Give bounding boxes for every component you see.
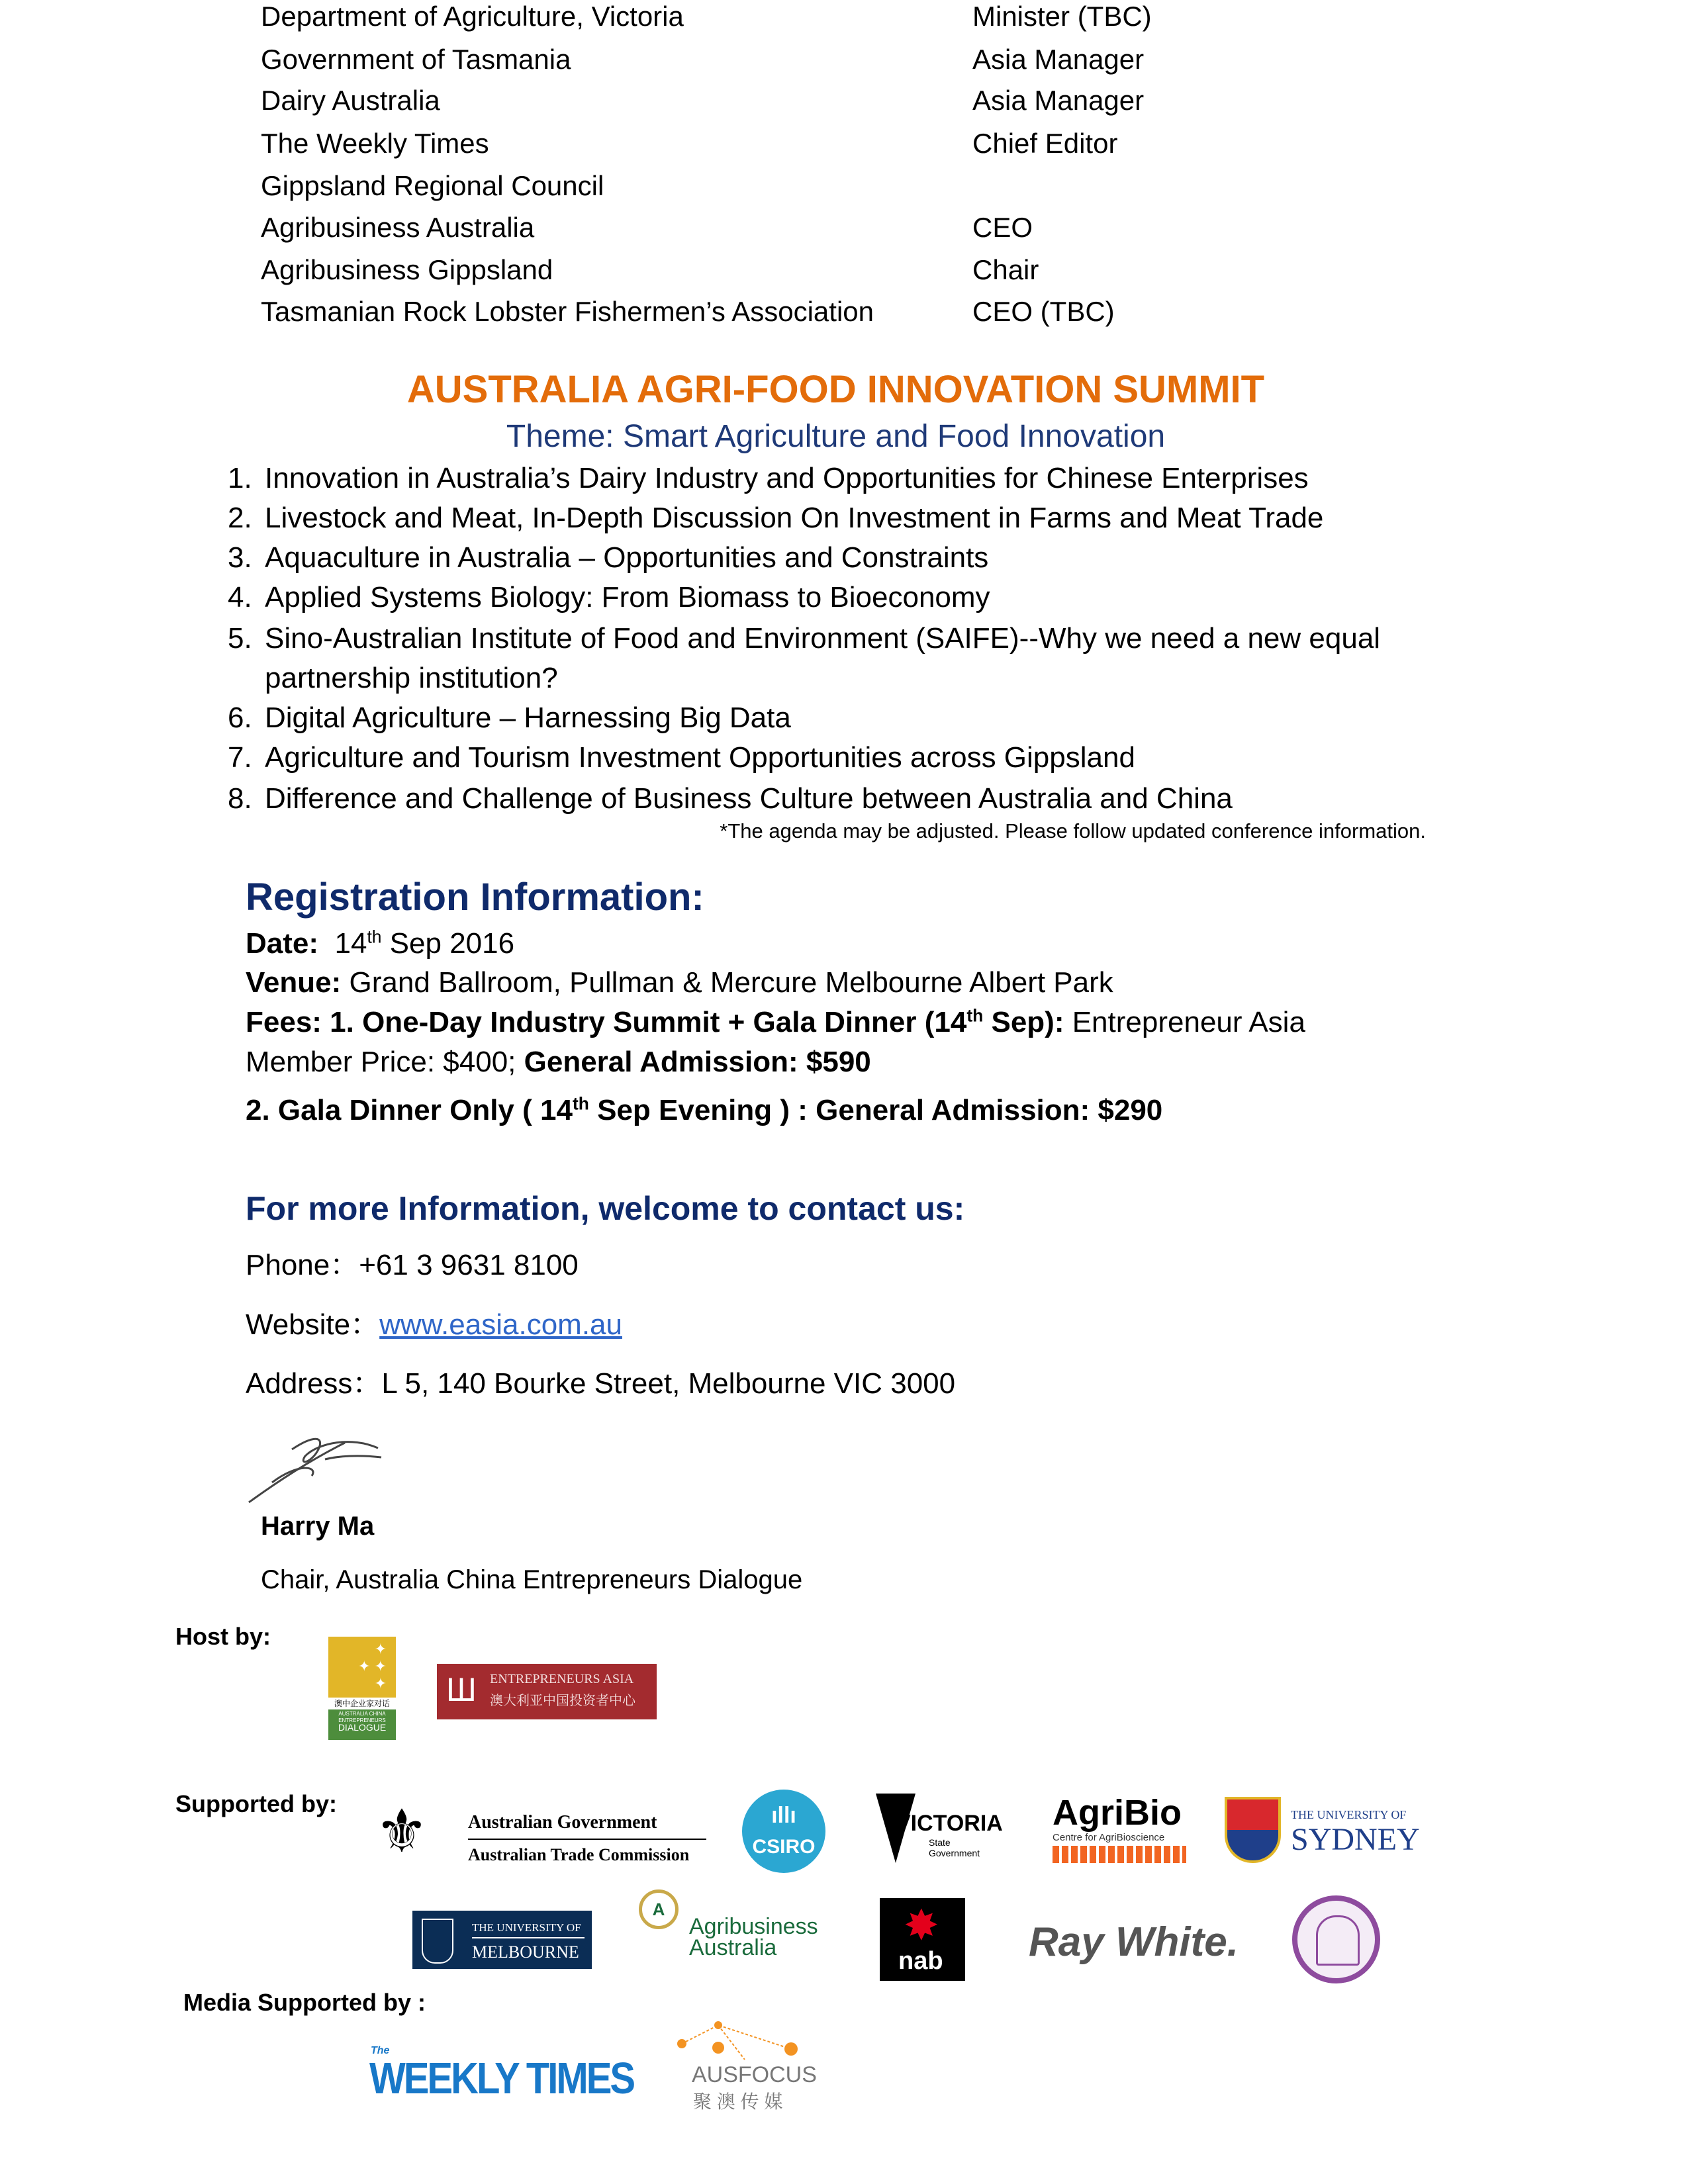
csiro-logo: ıllı CSIRO (742, 1790, 825, 1873)
summit-title: AUSTRALIA AGRI-FOOD INNOVATION SUMMIT (406, 368, 1265, 411)
nab-logo: ✸ nab (880, 1898, 965, 1981)
agenda-note: *The agenda may be adjusted. Please follow updated conference information. (720, 819, 1426, 842)
agenda-text: Agriculture and Tourism Investment Opportunities across Gippsland (265, 741, 1135, 774)
ausfocus-logo: AUSFOCUS 聚 澳 传 媒 (672, 2020, 808, 2113)
agenda-number: 2. (228, 502, 252, 534)
summit-theme: Theme: Smart Agriculture and Food Innovation (506, 419, 1166, 454)
agenda-number: 7. (228, 741, 252, 774)
agenda-number: 8. (228, 782, 252, 815)
participant-org: The Weekly Times (261, 128, 489, 159)
aced-logo: ✦ ✦ ✦ ✦ 澳中企业家对话 AUSTRALIA CHINA ENTREPRENEURS DIALOGUE (328, 1637, 396, 1739)
contact-address: Address：L 5, 140 Bourke Street, Melbourne VIC 3000 (246, 1367, 956, 1400)
agenda-text: Aquaculture in Australia – Opportunities and Constraints (265, 541, 989, 574)
participant-org: Agribusiness Gippsland (261, 254, 553, 285)
participant-role: Minister (TBC) (972, 1, 1152, 32)
agribio-logo: AgriBio Centre for AgriBioscience (1053, 1794, 1186, 1870)
registration-gala: 2. Gala Dinner Only ( 14th Sep Evening ) : General Admission: $290 (246, 1093, 1163, 1126)
signature (246, 1430, 385, 1506)
signatory-title: Chair, Australia China Entrepreneurs Dialogue (261, 1565, 803, 1594)
australian-government-logo: ⚜ Australian Government Australian Trade Commission (349, 1792, 710, 1872)
participant-role: Chief Editor (972, 128, 1118, 159)
agenda-text: Innovation in Australia’s Dairy Industry and Opportunities for Chinese Enterprises (265, 462, 1309, 494)
agenda-item (228, 738, 1135, 778)
agenda-item (228, 619, 1380, 659)
agenda-text: Digital Agriculture – Harnessing Big Data (265, 702, 791, 734)
registration-fees: Fees: 1. One-Day Industry Summit + Gala Dinner (14th Sep): Entrepreneur Asia (246, 1005, 1305, 1038)
agenda-number: 6. (228, 702, 252, 734)
agenda-text: Livestock and Meat, In-Depth Discussion On Investment in Farms and Meat Trade (265, 502, 1324, 534)
agenda-item (228, 698, 791, 738)
participant-org: Department of Agriculture, Victoria (261, 1, 684, 32)
university-seal-logo (1292, 1895, 1380, 1983)
registration-heading: Registration Information: (246, 876, 704, 919)
participant-role: CEO (972, 212, 1033, 243)
contact-website: Website：www.easia.com.au (246, 1308, 622, 1341)
participant-org: Agribusiness Australia (261, 212, 535, 243)
participant-org: Gippsland Regional Council (261, 170, 604, 201)
participant-role: CEO (TBC) (972, 296, 1115, 327)
agenda-item (228, 578, 990, 617)
contact-heading: For more Information, welcome to contact us: (246, 1190, 965, 1227)
participant-org: Dairy Australia (261, 85, 440, 116)
agribusiness-australia-logo: A Agribusiness Australia (639, 1889, 820, 1966)
registration-member-price: Member Price: $400; General Admission: $590 (246, 1046, 871, 1078)
agenda-item-5-cont: partnership institution? (265, 662, 558, 694)
weekly-times-logo: The WEEKLY TIMES (369, 2045, 634, 2103)
agenda-item (228, 498, 1323, 538)
agenda-number: 4. (228, 581, 252, 614)
participant-role: Chair (972, 254, 1039, 285)
website-link[interactable]: www.easia.com.au (379, 1308, 622, 1341)
participant-role: Asia Manager (972, 85, 1145, 116)
registration-date: Date: 14th Sep 2016 (246, 927, 515, 960)
agenda-text: Sino-Australian Institute of Food and Environment (SAIFE)--Why we need a new equal (265, 622, 1381, 655)
host-label: Host by: (175, 1623, 271, 1650)
agenda-item (228, 538, 988, 578)
agenda-item (228, 779, 1233, 819)
participant-role: Asia Manager (972, 44, 1145, 75)
agenda-text: Difference and Challenge of Business Culture between Australia and China (265, 782, 1233, 815)
participant-org: Government of Tasmania (261, 44, 571, 75)
ray-white-logo: Ray White. (1029, 1919, 1239, 1965)
agenda-item (228, 459, 1309, 498)
signatory-name: Harry Ma (261, 1512, 375, 1541)
registration-venue: Venue: Grand Ballroom, Pullman & Mercure Melbourne Albert Park (246, 966, 1113, 999)
participant-org: Tasmanian Rock Lobster Fishermen’s Association (261, 296, 874, 327)
entrepreneurs-asia-logo: Ш ENTREPRENEURS ASIA 澳大利亚中国投资者中心 (437, 1664, 657, 1719)
contact-phone: Phone：+61 3 9631 8100 (246, 1249, 579, 1281)
media-label: Media Supported by : (183, 1989, 426, 2016)
university-of-melbourne-logo: THE UNIVERSITY OF MELBOURNE (412, 1911, 592, 1969)
university-of-sydney-logo: THE UNIVERSITY OF SYDNEY (1225, 1794, 1407, 1870)
supported-label: Supported by: (175, 1790, 337, 1817)
agenda-text: Applied Systems Biology: From Biomass to Bioeconomy (265, 581, 990, 614)
victoria-logo: VICTORIA State Government (876, 1794, 996, 1870)
agenda-number: 3. (228, 541, 252, 574)
agenda-number: 1. (228, 462, 252, 494)
agenda-number: 5. (228, 622, 252, 655)
